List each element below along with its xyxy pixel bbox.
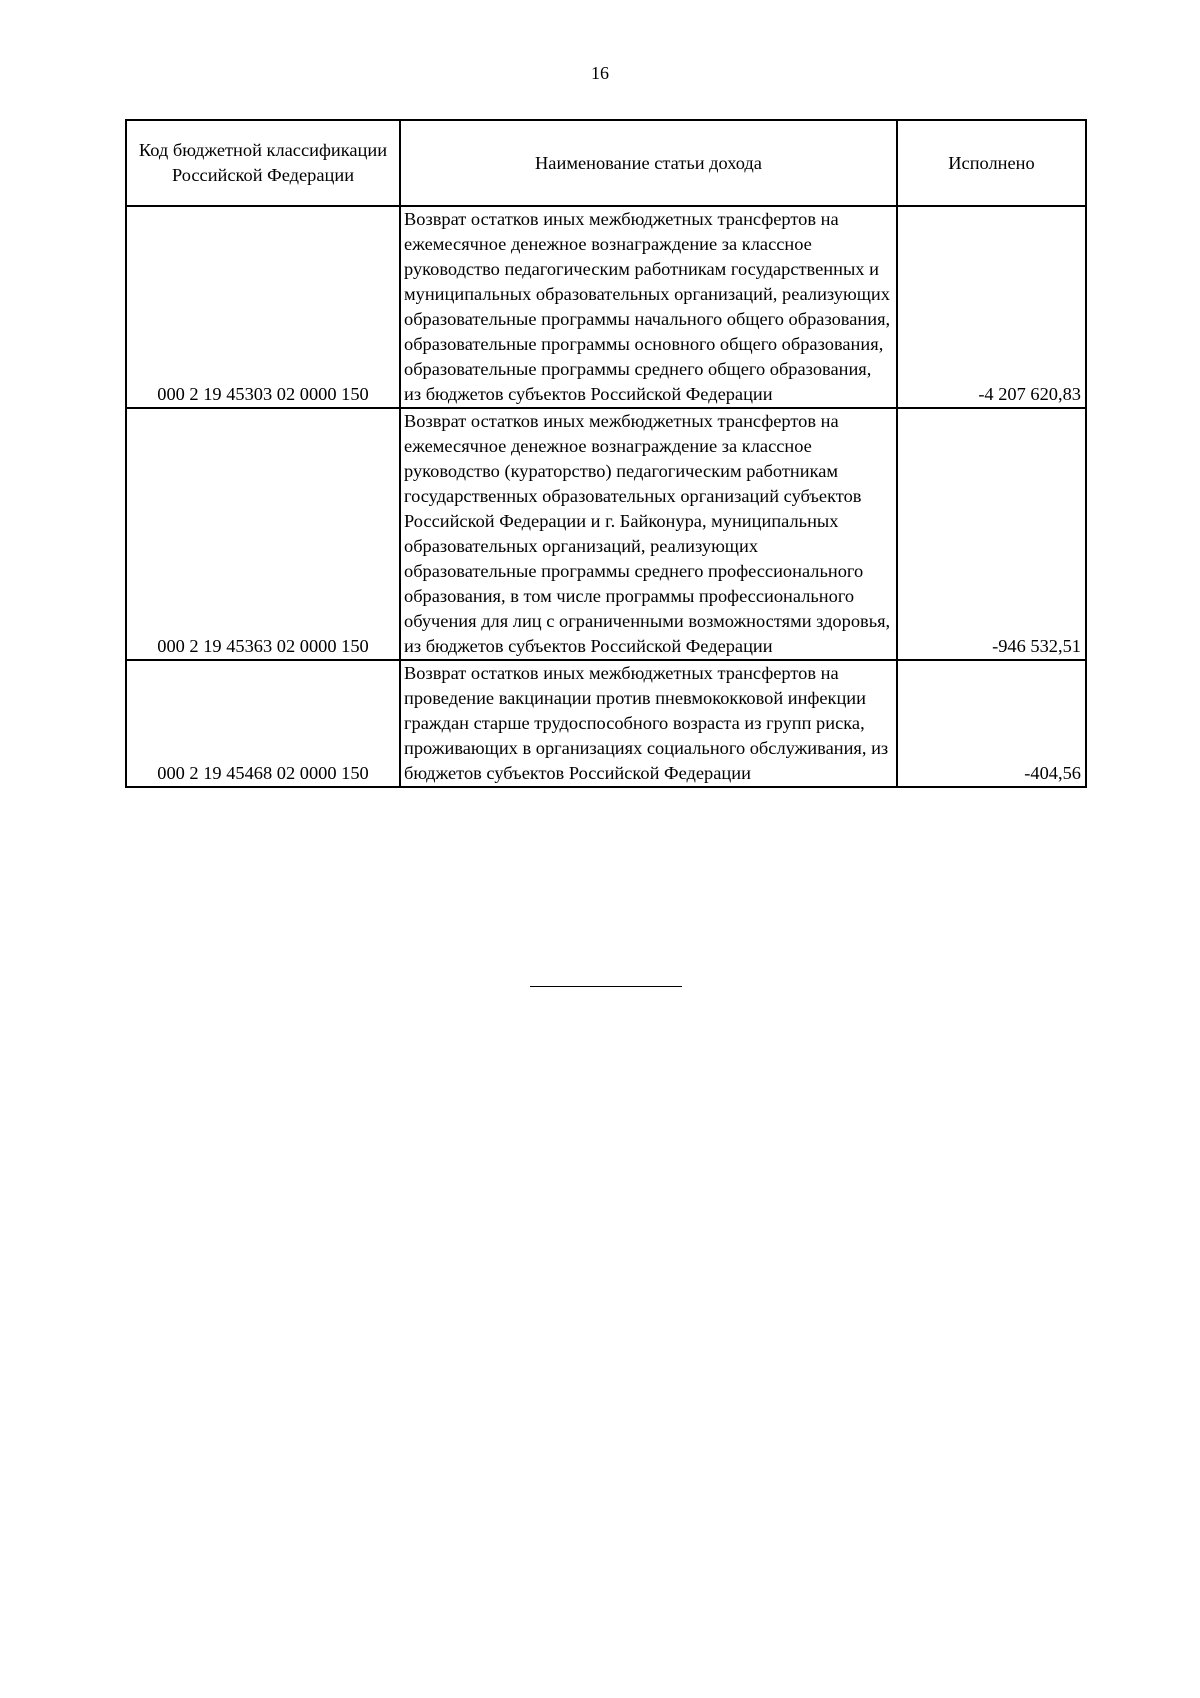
row-code: 000 2 19 45303 02 0000 150 — [126, 206, 400, 408]
row-name: Возврат остатков иных межбюджетных трансфертов на ежемесячное денежное вознаграждение за классное руководство педагогическим работникам государственных и муниципальных образовательных организаций, реализующих образовательные программы начального общего образования, образовательные программы основного общего образования, образовательные программы среднего общего образования, из бюджетов субъектов Российской Федерации — [400, 206, 897, 408]
row-code: 000 2 19 45468 02 0000 150 — [126, 660, 400, 787]
row-sum: -946 532,51 — [897, 408, 1086, 660]
table-row — [126, 408, 1086, 660]
header-name: Наименование статьи дохода — [400, 120, 897, 206]
row-sum: -404,56 — [897, 660, 1086, 787]
table-header-row — [126, 120, 1086, 206]
income-table — [125, 119, 1087, 788]
row-name: Возврат остатков иных межбюджетных трансфертов на проведение вакцинации против пневмококковой инфекции граждан старше трудоспособного возраста из групп риска, проживающих в организациях социального обслуживания, из бюджетов субъектов Российской Федерации — [400, 660, 897, 787]
row-name: Возврат остатков иных межбюджетных трансфертов на ежемесячное денежное вознаграждение за классное руководство (кураторство) педагогическим работникам государственных образовательных организаций субъектов Российской Федерации и г. Байконура, муниципальных образовательных организаций, реализующих образовательные программы среднего профессионального образования, в том числе программы профессионального обучения для лиц с ограниченными возможностями здоровья, из бюджетов субъектов Российской Федерации — [400, 408, 897, 660]
page-number: 16 — [591, 63, 609, 83]
row-code: 000 2 19 45363 02 0000 150 — [126, 408, 400, 660]
row-sum: -4 207 620,83 — [897, 206, 1086, 408]
table-row — [126, 660, 1086, 787]
end-divider — [530, 986, 682, 987]
header-sum: Исполнено — [897, 120, 1086, 206]
header-code: Код бюджетной классификации Российской Федерации — [126, 120, 400, 206]
table-row — [126, 206, 1086, 408]
